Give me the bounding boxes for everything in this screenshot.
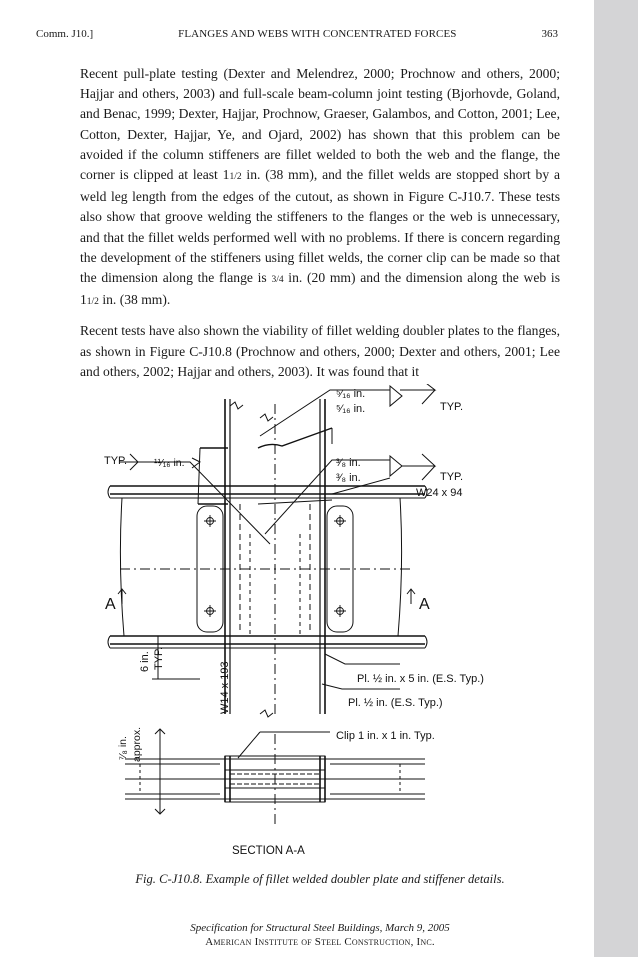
figure-caption: Fig. C-J10.8. Example of fillet welded doubler plate and stiffener details. <box>135 872 505 886</box>
clip-spec: Clip 1 in. x 1 in. Typ. <box>336 730 435 742</box>
weld-size-left: ¹¹⁄₁₆ in. <box>154 457 185 469</box>
dim-typ: TYP. <box>153 646 165 670</box>
beam-left-edge <box>120 498 124 636</box>
section-arrow-left <box>118 589 126 604</box>
dim-approx: approx. <box>131 726 143 762</box>
section-ref: Comm. J10.] <box>36 28 94 40</box>
weld-symbol-1 <box>390 386 402 406</box>
fraction: 1/2 <box>86 297 99 308</box>
section-title: SECTION A-A <box>232 845 305 857</box>
running-title: FLANGES AND WEBS WITH CONCENTRATED FORCES <box>178 28 457 40</box>
figure-doubler-plate-detail <box>100 384 520 860</box>
beam-designation: W24 x 94 <box>416 487 463 499</box>
plate-spec-2: Pl. ½ in. (E.S. Typ.) <box>348 697 443 709</box>
dim-6in: 6 in. <box>139 651 151 672</box>
section-arrow-right <box>407 589 415 604</box>
typ-label-1: TYP. <box>440 401 464 413</box>
beam-top-flange <box>258 428 332 448</box>
paragraph-1: Recent pull-plate testing (Dexter and Melendrez, 2000; Prochnow and others, 2000; Hajjar and others, 2003) and full-scale beam-column joint testing (Bjorhovde, Goland, and Benac, 1999; Dexter, Hajjar, Prochnow, Graeser, Galambos, and Cotton, 2001; Lee, Cotton, Dexter, Hajjar, Ye, and Ojard, 2002) has shown that this problem can be avoided if the column stiffeners are fillet welded to both the web and the flange, the corner is clipped at least 11/2 in. (38 mm), and the fillet welds are stopped short by a weld leg length from the edges of the cutout, as shown in Figure C-J10.7. These tests also show that groove welding the stiffeners to the flanges or the web is unnecessary, and that the fillet welds performed well with no problems. If there is concern regarding the development of the stiffeners using fillet welds, the corner clip can be made so that the dimension along the flange is 3/4 in. (20 mm) and the dimension along the web is 11/2 in. (38 mm). <box>80 66 560 308</box>
section-mark-right: A <box>419 596 430 613</box>
weld-size-1b: ⁵⁄₁₆ in. <box>336 403 366 415</box>
page-number: 363 <box>541 28 558 40</box>
fraction: 3/4 <box>271 275 284 286</box>
section-a-a-view <box>125 726 425 824</box>
beam-right-edge <box>398 498 402 636</box>
column-designation: W14 x 193 <box>219 661 231 714</box>
plate-spec-1: Pl. ½ in. x 5 in. (E.S. Typ.) <box>357 673 484 685</box>
beam-left-end <box>198 448 200 504</box>
typ-label-left: TYP. <box>104 455 128 467</box>
weld-symbol-2 <box>390 456 402 476</box>
footer-publisher: American Institute of Steel Construction, Inc. <box>205 936 435 948</box>
weld-leader-left <box>120 462 270 544</box>
paragraph-2: Recent tests have also shown the viability of fillet welding doubler plates to the flanges, as shown in Figure C-J10.8 (Prochnow and others, 2000; Dexter and others, 2001; Lee and others, 2002; Hajjar and others, 2003). It was found that it <box>80 323 560 379</box>
weld-size-2b: ³⁄₈ in. <box>336 472 361 484</box>
dim-seven-eighths: ⁷⁄₈ in. <box>117 736 129 760</box>
detail-drawing <box>100 384 520 860</box>
body-text <box>80 64 560 391</box>
weld-size-1a: ⁵⁄₁₆ in. <box>336 388 366 400</box>
page-footer <box>80 921 560 949</box>
fraction: 1/2 <box>229 172 242 183</box>
typ-label-2: TYP. <box>440 471 464 483</box>
weld-size-2a: ³⁄₈ in. <box>336 457 361 469</box>
margin-strip <box>594 0 638 957</box>
section-mark-left: A <box>105 596 116 613</box>
footer-spec: Specification for Structural Steel Buildings, March 9, 2005 <box>190 922 450 934</box>
running-head <box>36 26 558 42</box>
